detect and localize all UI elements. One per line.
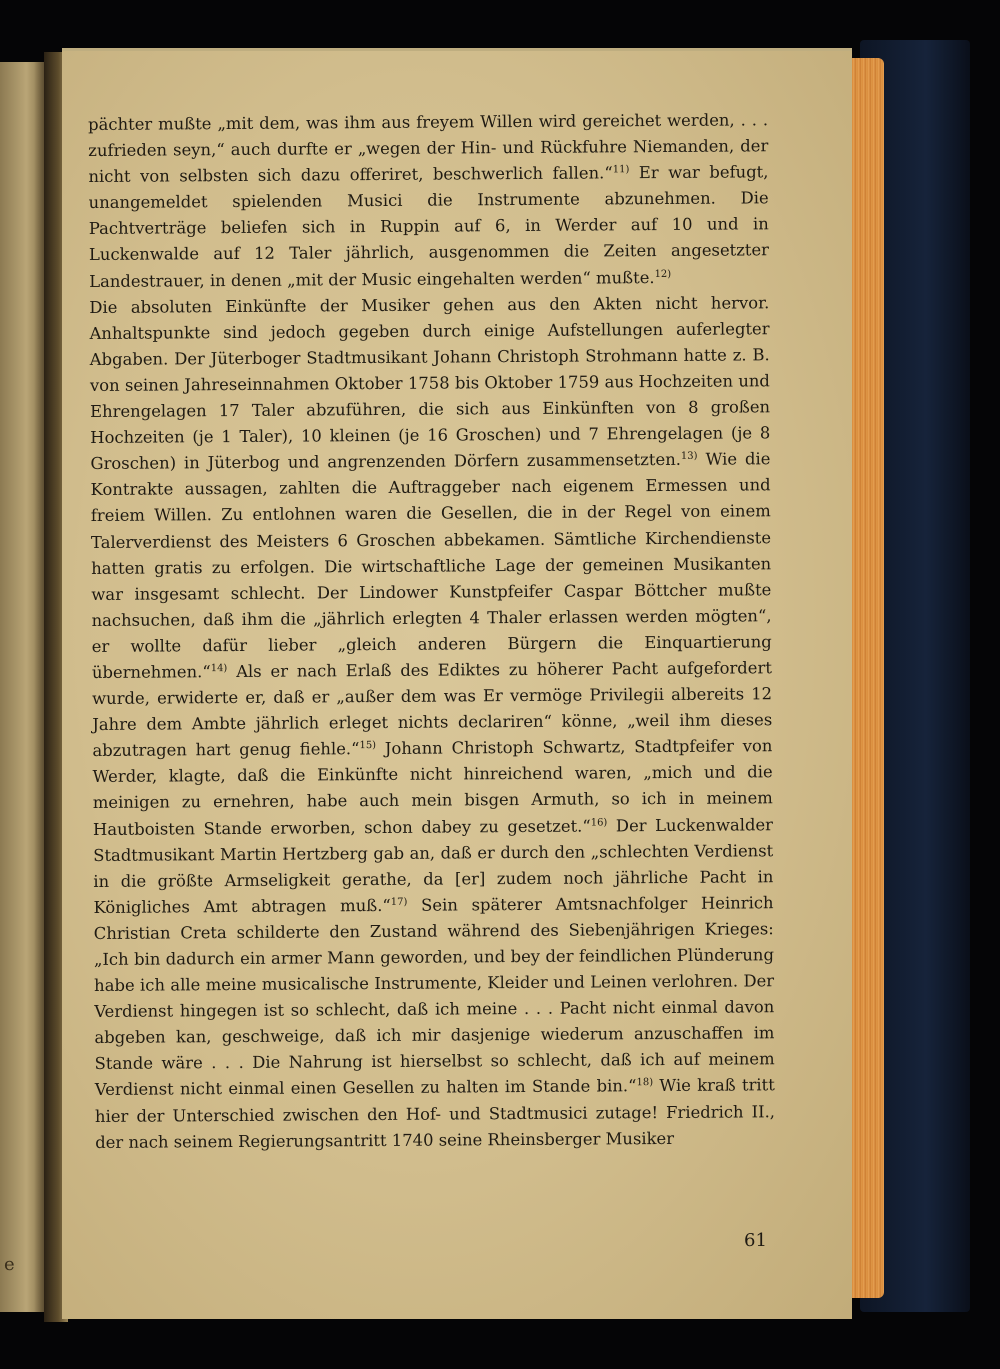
page-number: 61 <box>744 1230 767 1251</box>
paragraph <box>89 290 775 1156</box>
footnote-marker: 11) <box>612 164 630 176</box>
footnote-marker: 18) <box>636 1077 654 1089</box>
text-run: Wie kraß tritt hier der Unterschied zwischen den Hof- und Stadtmusici zutage! Friedrich II., der nach seinem Regierungsantritt 1740 seine Rheinsberger Musiker <box>94 1075 776 1152</box>
footnote-marker: 17) <box>390 896 408 908</box>
text-run: pächter mußte „mit dem, was ihm aus freyem Willen wird gereichet werden, . . . zufrieden seyn,“ auch durfte er „wegen der Hin- und Rückfuhre Niemanden, der nicht von selbsten sich dazu offeriret, beschwerlich fallen.“ <box>88 110 769 187</box>
left-margin-mark: e <box>4 1254 15 1275</box>
left-page-edge <box>0 62 48 1312</box>
text-run: Der Luckenwalder Stadtmusikant Martin Hertzberg gab an, daß er durch den „schlechten Verdienst in die größte Armseligkeit gerathe, da [er] zudem noch jährliche Pacht in Königliches Amt abtragen muß.“ <box>93 814 774 917</box>
text-run: Wie die Kontrakte aussagen, zahlten die Auftraggeber nach eigenem Ermessen und freiem Willen. Zu entlohnen waren die Gesellen, die in der Regel von einem Talerverdienst des Meisters 6 Groschen abbekamen. Sämtliche Kirchendienste hatten gratis zu erfolgen. Die wirtschaftliche Lage der gemeinen Musikanten war insgesamt schlecht. Der Lindower Kunstpfeifer Caspar Böttcher mußte nachsuchen, daß ihm die „jährlich erlegten 4 Thaler erlassen werden mögten“, er wollte dafür lieber „gleich anderen Bürgern die Einquartierung übernehmen.“ <box>90 449 772 682</box>
text-run: Er war befugt, unangemeldet spielenden Musici die Instrumente abzunehmen. Die Pachtverträge beliefen sich in Ruppin auf 6, in Werder auf 10 und in Luckenwalde auf 12 Taler jährlich, ausgenommen die Zeiten angesetzter Landestrauer, in denen „mit der Music eingehalten werden“ mußte. <box>88 162 770 291</box>
footnote-marker: 12) <box>654 268 672 280</box>
footnote-marker: 15) <box>359 740 377 752</box>
text-run: Als er nach Erlaß des Ediktes zu höherer Pacht aufgefordert wurde, erwiderte er, daß er „außer dem was Er vermöge Privilegii albereits 12 Jahre dem Ambte jährlich erleget nichts declariren“ könne, „weil ihm dieses abzutragen hart genug fiehle.“ <box>92 658 773 761</box>
footnote-marker: 13) <box>680 450 698 463</box>
paragraph <box>88 107 769 294</box>
footnote-marker: 14) <box>210 663 228 675</box>
footnote-marker: 16) <box>590 816 608 829</box>
text-run: Sein späterer Amtsnachfolger Heinrich Christian Creta schilderte den Zustand während des Siebenjährigen Krieges: „Ich bin dadurch ein armer Mann geworden, und bey der feindlichen Plünderung habe ich alle meine musicalische Instrumente, Kleider und Leinen verlohren. Der Verdienst hingegen ist so schlecht, daß ich meine . . . Pacht nicht einmal davon abgeben kan, geschweige, daß ich mir dasjenige wiederum anzuschaffen im Stande wäre . . . Die Nahrung ist hierselbst so schlecht, daß ich auf meinem Verdienst nicht einmal einen Gesellen zu halten im Stande bin.“ <box>93 893 775 1100</box>
text-run: Johann Christoph Schwartz, Stadtpfeifer von Werder, klagte, daß die Einkünfte nicht hinreichend waren, „mich und die meinigen zu ernehren, habe auch mein bisgen Armuth, so ich in meinem Hautboisten Stande erworben, schon dabey zu gesetzet.“ <box>92 736 773 839</box>
body-text <box>88 107 775 1155</box>
text-run: Die absoluten Einkünfte der Musiker gehen aus den Akten nicht hervor. Anhaltspunkte sind jedoch gegeben durch einige Aufstellungen auferlegter Abgaben. Der Jüterboger Stadtmusikant Johann Christoph Strohmann hatte z. B. von seinen Jahreseinnahmen Oktober 1758 bis Oktober 1759 aus Hochzeiten und Ehrengelagen 17 Taler abzuführen, die sich aus Einkünften von 8 großen Hochzeiten (je 1 Taler), 10 kleinen (je 16 Groschen) und 7 Ehrengelagen (je 8 Groschen) in Jüterbog und angrenzenden Dörfern zusammensetzten. <box>89 292 771 474</box>
